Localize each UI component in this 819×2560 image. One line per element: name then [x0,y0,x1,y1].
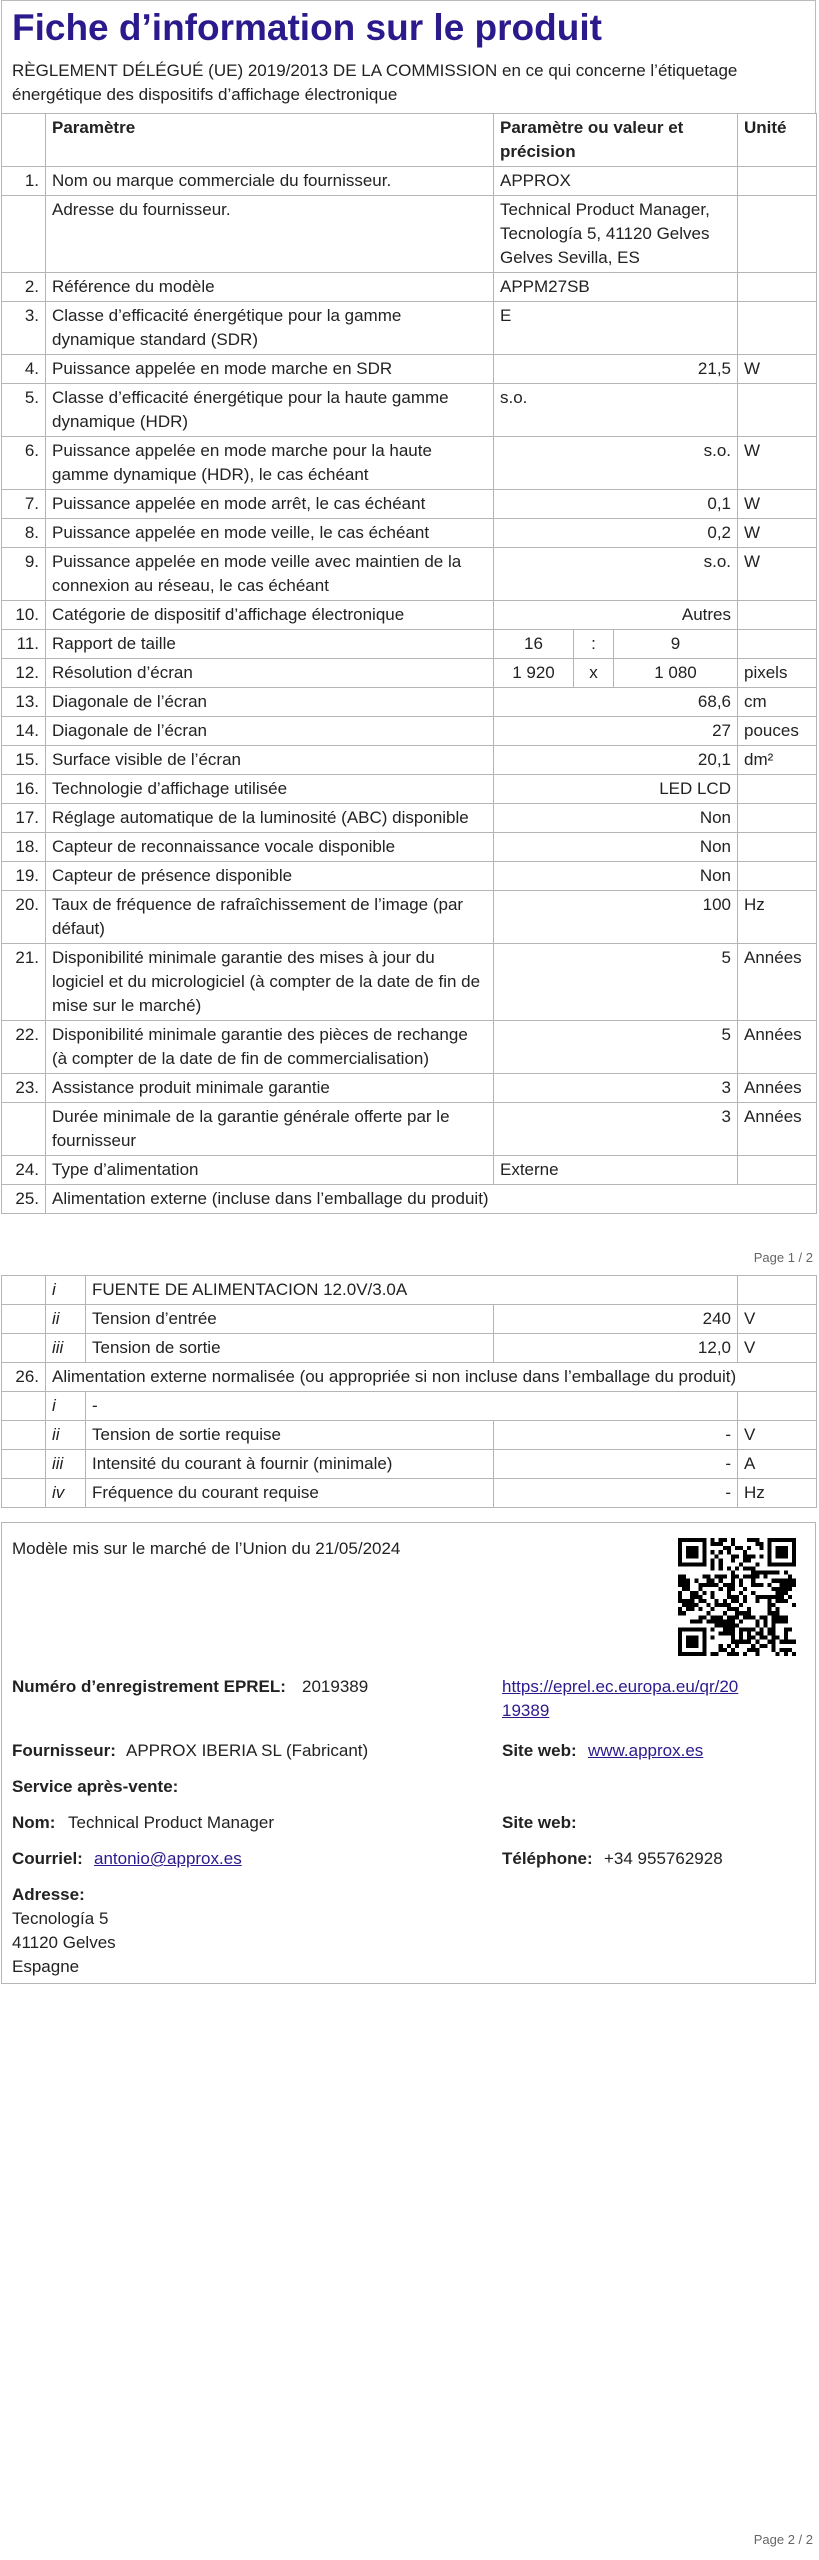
table-row: 14. Diagonale de l’écran 27 pouces [2,717,817,746]
address-line-1: Tecnología 5 [12,1909,109,1928]
eprel-link[interactable]: https://eprel.ec.europa.eu/qr/20 19389 [502,1677,739,1720]
table-row: 24. Type d’alimentation Externe [2,1156,817,1185]
table-row: 1. Nom ou marque commerciale du fournisseur. APPROX [2,167,817,196]
website-label: Site web: [502,1741,577,1760]
page-number-2: Page 2 / 2 [753,2532,813,2547]
table-row: i - [2,1392,817,1421]
table-row: 10. Catégorie de dispositif d’affichage électronique Autres [2,601,817,630]
table-row: 20. Taux de fréquence de rafraîchissement de l’image (par défaut) 100 Hz [2,891,817,944]
header-value: Paramètre ou valeur et précision [494,114,738,167]
table-row: 8. Puissance appelée en mode veille, le cas échéant 0,2 W [2,519,817,548]
document-header [1,0,816,113]
table-row: iii Intensité du courant à fournir (minimale) - A [2,1450,817,1479]
table-row: 21. Disponibilité minimale garantie des mises à jour du logiciel et du micrologiciel (à compter de la date de fin de mise sur le marché) 5 Années [2,944,817,1021]
table-row: iv Fréquence du courant requise - Hz [2,1479,817,1508]
header-param: Paramètre [46,114,494,167]
table-row: 11. Rapport de taille 16 : 9 [2,630,817,659]
table-row: Durée minimale de la garantie générale offerte par le fournisseur 3 Années [2,1103,817,1156]
table-row: Adresse du fournisseur. Technical Product Manager, Tecnología 5, 41120 Gelves Gelves Sevilla, ES [2,196,817,273]
table-row: 23. Assistance produit minimale garantie 3 Années [2,1074,817,1103]
name-value: Technical Product Manager [68,1813,275,1832]
regulation-text: RÈGLEMENT DÉLÉGUÉ (UE) 2019/2013 DE LA COMMISSION en ce qui concerne l’étiquetage énergétique des dispositifs d’affichage électronique [12,61,738,104]
eprel-label: Numéro d’enregistrement EPREL: [12,1677,286,1696]
table-row: i FUENTE DE ALIMENTACION 12.0V/3.0A [2,1276,817,1305]
table-row: 2. Référence du modèle APPM27SB [2,273,817,302]
page-title: Fiche d’information sur le produit [12,7,602,48]
service-website-label: Site web: [502,1813,577,1832]
table-row: 17. Réglage automatique de la luminosité (ABC) disponible Non [2,804,817,833]
table-row: 9. Puissance appelée en mode veille avec maintien de la connexion au réseau, le cas échéant s.o. W [2,548,817,601]
table-row: 26. Alimentation externe normalisée (ou appropriée si non incluse dans l’emballage du produit) [2,1363,817,1392]
market-date: Modèle mis sur le marché de l’Union du 21/05/2024 [12,1539,401,1558]
table-row: 15. Surface visible de l’écran 20,1 dm² [2,746,817,775]
page-2 [1,1275,816,1508]
table-row: 25. Alimentation externe (incluse dans l’emballage du produit) [2,1185,817,1214]
table-row: 18. Capteur de reconnaissance vocale disponible Non [2,833,817,862]
power-supply-table [1,1275,817,1508]
name-label: Nom: [12,1813,56,1832]
phone-value: +34 955762928 [604,1849,723,1868]
table-row: 6. Puissance appelée en mode marche pour la haute gamme dynamique (HDR), le cas échéant s.o. W [2,437,817,490]
website-link[interactable]: www.approx.es [588,1741,704,1760]
product-info-table [1,113,817,1214]
header-unit: Unité [738,114,817,167]
eprel-number: 2019389 [302,1677,369,1696]
table-row: 12. Résolution d’écran 1 920 x 1 080 pixels [2,659,817,688]
table-row: iii Tension de sortie 12,0 V [2,1334,817,1363]
email-link[interactable]: antonio@approx.es [94,1849,242,1868]
table-row: 16. Technologie d’affichage utilisée LED LCD [2,775,817,804]
page-1 [1,0,816,1214]
table-row: ii Tension de sortie requise - V [2,1421,817,1450]
qr-code-icon [678,1538,796,1656]
phone-label: Téléphone: [502,1849,593,1868]
table-row: 19. Capteur de présence disponible Non [2,862,817,891]
table-row: ii Tension d’entrée 240 V [2,1305,817,1334]
page-number-1: Page 1 / 2 [753,1250,813,1265]
table-row: 22. Disponibilité minimale garantie des pièces de rechange (à compter de la date de fin de commercialisation) 5 Années [2,1021,817,1074]
supplier-value: APPROX IBERIA SL (Fabricant) [126,1741,369,1760]
address-label: Adresse: [12,1885,85,1904]
table-row: 3. Classe d’efficacité énergétique pour la gamme dynamique standard (SDR) E [2,302,817,355]
address-line-3: Espagne [12,1957,80,1976]
table-header-row [2,114,817,167]
supplier-label: Fournisseur: [12,1741,116,1760]
table-row: 7. Puissance appelée en mode arrêt, le cas échéant 0,1 W [2,490,817,519]
address-line-2: 41120 Gelves [12,1933,116,1952]
table-row: 4. Puissance appelée en mode marche en SDR 21,5 W [2,355,817,384]
email-label: Courriel: [12,1849,83,1868]
table-row: 13. Diagonale de l’écran 68,6 cm [2,688,817,717]
table-row: 5. Classe d’efficacité énergétique pour la haute gamme dynamique (HDR) s.o. [2,384,817,437]
service-label: Service après-vente: [12,1777,179,1796]
